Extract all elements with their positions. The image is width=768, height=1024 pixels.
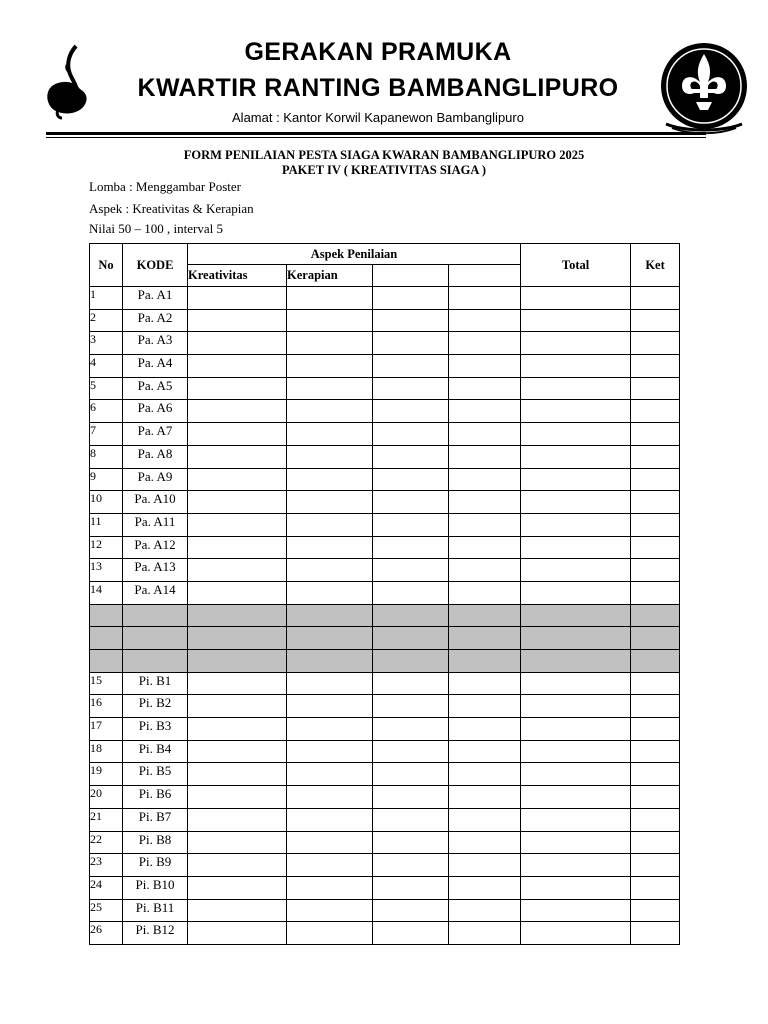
row-kode: Pa. A14 [123,581,188,604]
table-row [90,581,680,604]
table-row [90,309,680,332]
shaded-separator-row [90,627,680,650]
ket-cell [631,400,680,423]
ket-cell [631,786,680,809]
header-divider-thin [46,137,706,138]
table-row [90,468,680,491]
aspek-line: Aspek : Kreativitas & Kerapian [89,201,254,216]
kerapian-cell [287,718,373,741]
ket-cell [631,513,680,536]
kerapian-cell [287,400,373,423]
total-cell [521,513,631,536]
total-cell [521,581,631,604]
col-header-blank-2 [449,265,521,287]
kerapian-cell [287,763,373,786]
kerapian-cell [287,740,373,763]
kreativitas-cell [188,400,287,423]
ket-cell [631,309,680,332]
ket-cell [631,899,680,922]
kerapian-cell [287,831,373,854]
unit-title: KWARTIR RANTING BAMBANGLIPURO [137,74,619,102]
col-header-kreativitas: Kreativitas [188,265,287,287]
blank-cell-2 [449,559,521,582]
row-kode: Pa. A6 [123,400,188,423]
ket-cell [631,922,680,945]
blank-cell-1 [373,581,449,604]
row-number: 24 [90,876,123,899]
blank-cell-2 [449,808,521,831]
kerapian-cell [287,559,373,582]
row-number: 17 [90,718,123,741]
shaded-cell [123,650,188,673]
kerapian-cell [287,377,373,400]
total-cell [521,468,631,491]
ket-cell [631,808,680,831]
kreativitas-cell [188,672,287,695]
org-title: GERAKAN PRAMUKA [244,38,512,66]
row-kode: Pa. A3 [123,332,188,355]
kerapian-cell [287,899,373,922]
tunas-kelapa-icon [44,44,94,120]
row-kode: Pa. A8 [123,445,188,468]
kerapian-cell [287,808,373,831]
shaded-cell [90,650,123,673]
scout-fleur-de-lis-emblem-icon [656,40,752,136]
shaded-cell [373,604,449,627]
row-kode: Pi. B3 [123,718,188,741]
shaded-cell [123,604,188,627]
col-header-kode: KODE [123,244,188,287]
row-kode: Pi. B2 [123,695,188,718]
total-cell [521,309,631,332]
kreativitas-cell [188,786,287,809]
row-kode: Pa. A9 [123,468,188,491]
header-divider-thick [46,132,706,135]
total-cell [521,854,631,877]
blank-cell-2 [449,287,521,310]
total-cell [521,400,631,423]
row-number: 5 [90,377,123,400]
table-row [90,491,680,514]
shaded-cell [188,604,287,627]
shaded-cell [90,604,123,627]
row-kode: Pi. B1 [123,672,188,695]
blank-cell-2 [449,468,521,491]
kreativitas-cell [188,287,287,310]
row-number: 4 [90,355,123,378]
blank-cell-1 [373,491,449,514]
blank-cell-1 [373,899,449,922]
table-row [90,854,680,877]
row-number: 18 [90,740,123,763]
blank-cell-1 [373,718,449,741]
kreativitas-cell [188,808,287,831]
blank-cell-2 [449,899,521,922]
row-kode: Pi. B7 [123,808,188,831]
blank-cell-2 [449,445,521,468]
kreativitas-cell [188,899,287,922]
ket-cell [631,718,680,741]
row-number: 20 [90,786,123,809]
blank-cell-2 [449,672,521,695]
row-kode: Pa. A13 [123,559,188,582]
row-kode: Pa. A2 [123,309,188,332]
row-number: 12 [90,536,123,559]
shaded-cell [631,627,680,650]
shaded-cell [631,604,680,627]
row-kode: Pi. B5 [123,763,188,786]
col-header-ket: Ket [631,244,680,287]
blank-cell-1 [373,854,449,877]
ket-cell [631,672,680,695]
kerapian-cell [287,513,373,536]
blank-cell-1 [373,559,449,582]
kreativitas-cell [188,445,287,468]
kerapian-cell [287,672,373,695]
blank-cell-1 [373,423,449,446]
ket-cell [631,445,680,468]
row-number: 1 [90,287,123,310]
table-row [90,513,680,536]
row-number: 9 [90,468,123,491]
kerapian-cell [287,786,373,809]
kreativitas-cell [188,513,287,536]
blank-cell-2 [449,513,521,536]
row-kode: Pa. A11 [123,513,188,536]
kerapian-cell [287,332,373,355]
kreativitas-cell [188,309,287,332]
blank-cell-1 [373,355,449,378]
table-row [90,876,680,899]
blank-cell-1 [373,831,449,854]
blank-cell-2 [449,309,521,332]
blank-cell-2 [449,740,521,763]
kreativitas-cell [188,695,287,718]
total-cell [521,718,631,741]
shaded-cell [449,627,521,650]
blank-cell-1 [373,309,449,332]
row-number: 6 [90,400,123,423]
row-kode: Pi. B9 [123,854,188,877]
blank-cell-2 [449,536,521,559]
row-number: 11 [90,513,123,536]
row-number: 23 [90,854,123,877]
blank-cell-1 [373,922,449,945]
kerapian-cell [287,287,373,310]
row-kode: Pa. A7 [123,423,188,446]
row-kode: Pi. B4 [123,740,188,763]
table-row [90,763,680,786]
row-number: 22 [90,831,123,854]
row-kode: Pi. B12 [123,922,188,945]
total-cell [521,876,631,899]
kreativitas-cell [188,491,287,514]
blank-cell-1 [373,876,449,899]
blank-cell-1 [373,672,449,695]
table-row [90,808,680,831]
shaded-cell [521,627,631,650]
kreativitas-cell [188,536,287,559]
address-line: Alamat : Kantor Korwil Kapanewon Bambanglipuro [232,110,524,125]
blank-cell-1 [373,377,449,400]
row-kode: Pa. A10 [123,491,188,514]
kerapian-cell [287,876,373,899]
total-cell [521,445,631,468]
lomba-line: Lomba : Menggambar Poster [89,179,241,194]
table-row [90,559,680,582]
kerapian-cell [287,581,373,604]
row-number: 25 [90,899,123,922]
shaded-cell [521,650,631,673]
ket-cell [631,831,680,854]
total-cell [521,491,631,514]
total-cell [521,740,631,763]
ket-cell [631,287,680,310]
total-cell [521,355,631,378]
total-cell [521,423,631,446]
col-header-kerapian: Kerapian [287,265,373,287]
col-header-aspek: Aspek Penilaian [188,244,521,265]
blank-cell-2 [449,854,521,877]
shaded-cell [287,604,373,627]
form-subtitle: PAKET IV ( KREATIVITAS SIAGA ) [281,163,487,177]
shaded-separator-row [90,604,680,627]
row-number: 19 [90,763,123,786]
total-cell [521,695,631,718]
blank-cell-2 [449,763,521,786]
ket-cell [631,763,680,786]
table-row [90,672,680,695]
col-header-no: No [90,244,123,287]
ket-cell [631,854,680,877]
kreativitas-cell [188,876,287,899]
row-number: 26 [90,922,123,945]
kreativitas-cell [188,922,287,945]
row-kode: Pa. A12 [123,536,188,559]
total-cell [521,831,631,854]
table-row [90,786,680,809]
table-row [90,899,680,922]
blank-cell-1 [373,332,449,355]
table-row [90,831,680,854]
blank-cell-2 [449,718,521,741]
total-cell [521,332,631,355]
blank-cell-1 [373,808,449,831]
blank-cell-2 [449,377,521,400]
kerapian-cell [287,491,373,514]
blank-cell-1 [373,786,449,809]
blank-cell-1 [373,763,449,786]
blank-cell-2 [449,355,521,378]
kreativitas-cell [188,377,287,400]
shaded-cell [188,627,287,650]
blank-cell-2 [449,332,521,355]
blank-cell-1 [373,536,449,559]
shaded-cell [373,650,449,673]
nilai-line: Nilai 50 – 100 , interval 5 [89,221,223,236]
blank-cell-1 [373,287,449,310]
table-row [90,445,680,468]
row-kode: Pa. A1 [123,287,188,310]
blank-cell-2 [449,786,521,809]
table-row [90,718,680,741]
kerapian-cell [287,695,373,718]
row-number: 21 [90,808,123,831]
kreativitas-cell [188,355,287,378]
col-header-blank-1 [373,265,449,287]
total-cell [521,808,631,831]
blank-cell-2 [449,491,521,514]
shaded-cell [188,650,287,673]
shaded-cell [90,627,123,650]
total-cell [521,786,631,809]
kerapian-cell [287,423,373,446]
ket-cell [631,355,680,378]
total-cell [521,559,631,582]
table-row [90,922,680,945]
blank-cell-2 [449,695,521,718]
shaded-cell [449,650,521,673]
shaded-cell [123,627,188,650]
kerapian-cell [287,445,373,468]
table-row [90,423,680,446]
blank-cell-1 [373,695,449,718]
col-header-total: Total [521,244,631,287]
kerapian-cell [287,355,373,378]
ket-cell [631,423,680,446]
kreativitas-cell [188,581,287,604]
row-kode: Pa. A5 [123,377,188,400]
ket-cell [631,377,680,400]
ket-cell [631,581,680,604]
blank-cell-1 [373,445,449,468]
blank-cell-1 [373,513,449,536]
kreativitas-cell [188,854,287,877]
kreativitas-cell [188,740,287,763]
ket-cell [631,876,680,899]
blank-cell-2 [449,831,521,854]
kerapian-cell [287,854,373,877]
blank-cell-1 [373,468,449,491]
ket-cell [631,559,680,582]
table-row [90,287,680,310]
total-cell [521,763,631,786]
row-number: 8 [90,445,123,468]
kreativitas-cell [188,468,287,491]
table-row [90,695,680,718]
blank-cell-1 [373,740,449,763]
blank-cell-2 [449,423,521,446]
table-row [90,400,680,423]
kreativitas-cell [188,831,287,854]
row-number: 16 [90,695,123,718]
row-number: 7 [90,423,123,446]
score-table [89,243,680,945]
table-row [90,355,680,378]
total-cell [521,287,631,310]
row-number: 3 [90,332,123,355]
row-kode: Pi. B8 [123,831,188,854]
kerapian-cell [287,922,373,945]
row-number: 15 [90,672,123,695]
blank-cell-2 [449,922,521,945]
kerapian-cell [287,536,373,559]
table-row [90,377,680,400]
shaded-cell [373,627,449,650]
row-kode: Pi. B6 [123,786,188,809]
blank-cell-1 [373,400,449,423]
ket-cell [631,740,680,763]
shaded-cell [287,650,373,673]
ket-cell [631,332,680,355]
row-kode: Pa. A4 [123,355,188,378]
form-title: FORM PENILAIAN PESTA SIAGA KWARAN BAMBANGLIPURO 2025 [183,148,585,162]
kreativitas-cell [188,423,287,446]
table-row [90,536,680,559]
shaded-separator-row [90,650,680,673]
total-cell [521,922,631,945]
kreativitas-cell [188,718,287,741]
table-row [90,332,680,355]
blank-cell-2 [449,581,521,604]
total-cell [521,377,631,400]
ket-cell [631,695,680,718]
total-cell [521,899,631,922]
row-kode: Pi. B11 [123,899,188,922]
row-number: 13 [90,559,123,582]
row-number: 10 [90,491,123,514]
row-number: 14 [90,581,123,604]
row-number: 2 [90,309,123,332]
score-table-body [90,287,680,945]
total-cell [521,672,631,695]
blank-cell-2 [449,400,521,423]
kreativitas-cell [188,763,287,786]
kreativitas-cell [188,332,287,355]
shaded-cell [449,604,521,627]
ket-cell [631,491,680,514]
kreativitas-cell [188,559,287,582]
kerapian-cell [287,309,373,332]
kerapian-cell [287,468,373,491]
blank-cell-2 [449,876,521,899]
shaded-cell [521,604,631,627]
ket-cell [631,468,680,491]
ket-cell [631,536,680,559]
shaded-cell [631,650,680,673]
shaded-cell [287,627,373,650]
table-row [90,740,680,763]
row-kode: Pi. B10 [123,876,188,899]
total-cell [521,536,631,559]
